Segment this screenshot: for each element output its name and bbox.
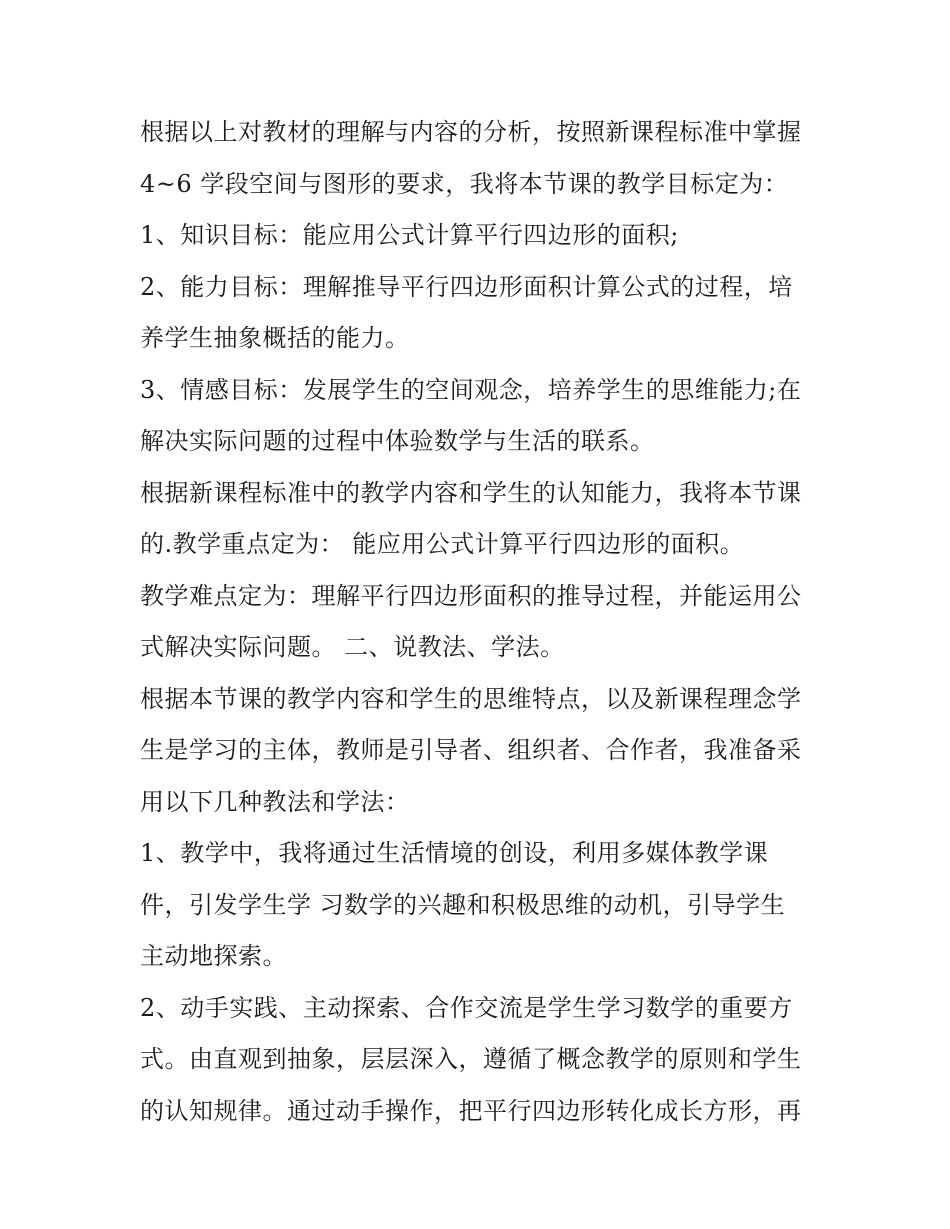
text-line: 养学生抽象概括的能力。 — [140, 324, 410, 352]
document-body — [140, 107, 820, 1137]
text-line: 生是学习的主体，教师是引导者、组织者、合作者，我准备采 — [140, 736, 802, 764]
text-line: 根据新课程标准中的教学内容和学生的认知能力，我将本节课 — [140, 478, 802, 507]
text-line: 教学难点定为：理解平行四边形面积的推导过程，并能运用公 — [140, 581, 802, 610]
text-line: 主动地探索。 — [140, 942, 287, 970]
text-line: 2、动手实践、主动探索、合作交流是学生学习数学的重要方 — [140, 993, 793, 1022]
text-line: 件，引发学生学 习数学的兴趣和积极思维的动机，引导学生 — [140, 890, 786, 919]
text-line: 3、情感目标：发展学生的空间观念，培养学生的思维能力;在 — [140, 375, 802, 404]
text-line: 4~6 学段空间与图形的要求，我将本节课的教学目标定为： — [140, 169, 789, 198]
text-line: 解决实际问题的过程中体验数学与生活的联系。 — [140, 427, 655, 455]
text-line: 1、教学中，我将通过生活情境的创设，利用多媒体教学课 — [140, 839, 769, 867]
text-line: 根据本节课的教学内容和学生的思维特点，以及新课程理念学 — [140, 684, 802, 713]
text-line: 用以下几种教法和学法： — [140, 787, 410, 816]
text-line: 1、知识目标：能应用公式计算平行四边形的面积; — [140, 221, 679, 249]
text-line: 的.教学重点定为： 能应用公式计算平行四边形的面积。 — [140, 530, 745, 558]
text-line: 2、能力目标：理解推导平行四边形面积计算公式的过程，培 — [140, 272, 793, 301]
text-line: 根据以上对教材的理解与内容的分析，按照新课程标准中掌握 — [140, 118, 802, 146]
text-line: 式。由直观到抽象，层层深入，遵循了概念教学的原则和学生 — [140, 1045, 802, 1073]
text-line: 式解决实际问题。 二、说教法、学法。 — [140, 633, 565, 661]
text-line: 的认知规律。通过动手操作，把平行四边形转化成长方形，再 — [140, 1096, 802, 1125]
